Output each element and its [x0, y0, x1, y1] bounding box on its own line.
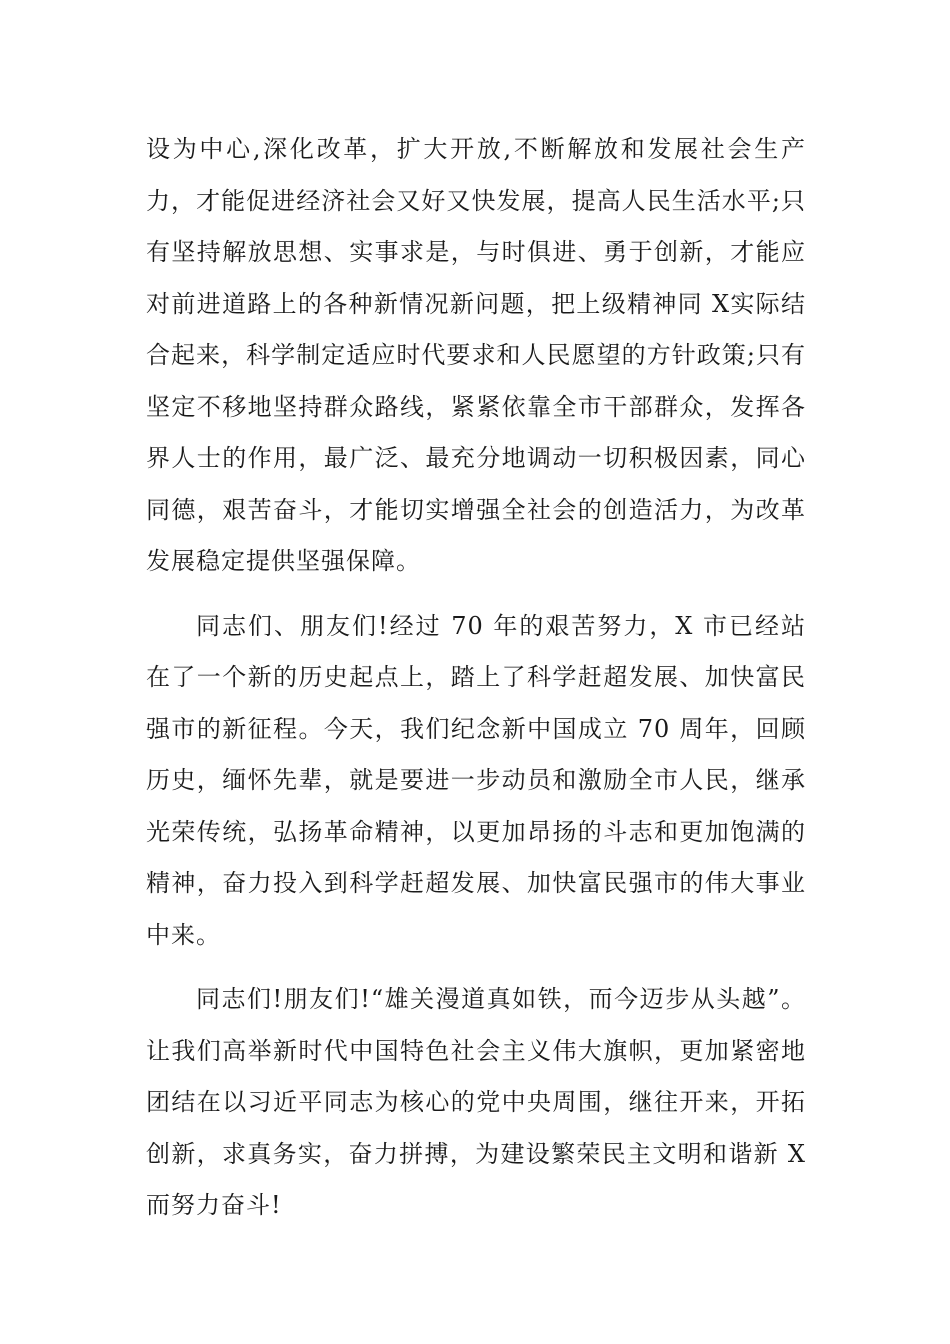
paragraph-2: 同志们、朋友们!经过 70 年的艰苦努力，X 市已经站在了一个新的历史起点上，踏上了科学赶超发展、加快富民强市的新征程。今天，我们纪念新中国成立 70 周年，回顾历史，缅怀先辈，就是要进一步动员和激励全市人民，继承光荣传统，弘扬革命精神，以更加昂扬的斗志和更加饱满的精神，奋力投入到科学赶超发展、加快富民强市的伟大事业中来。: [146, 611, 806, 949]
paragraph-1: 设为中心,深化改革，扩大开放,不断解放和发展社会生产力，才能促进经济社会又好又快发展，提高人民生活水平;只有坚持解放思想、实事求是，与时俱进、勇于创新，才能应对前进道路上的各种新情况新问题，把上级精神同 X实际结合起来，科学制定适应时代要求和人民愿望的方针政策;只有坚定不移地坚持群众路线，紧紧依靠全市干部群众，发挥各界人士的作用，最广泛、最充分地调动一切积极因素，同心同德，艰苦奋斗，才能切实增强全社会的创造活力，为改革发展稳定提供坚强保障。: [146, 135, 806, 575]
paragraph-3: 同志们!朋友们!“雄关漫道真如铁，而今迈步从头越”。让我们高举新时代中国特色社会主义伟大旗帜，更加紧密地团结在以习近平同志为核心的党中央周围，继往开来，开拓创新，求真务实，奋力拼搏，为建设繁荣民主文明和谐新 X而努力奋斗!: [146, 985, 806, 1219]
document-body: [146, 124, 806, 1232]
